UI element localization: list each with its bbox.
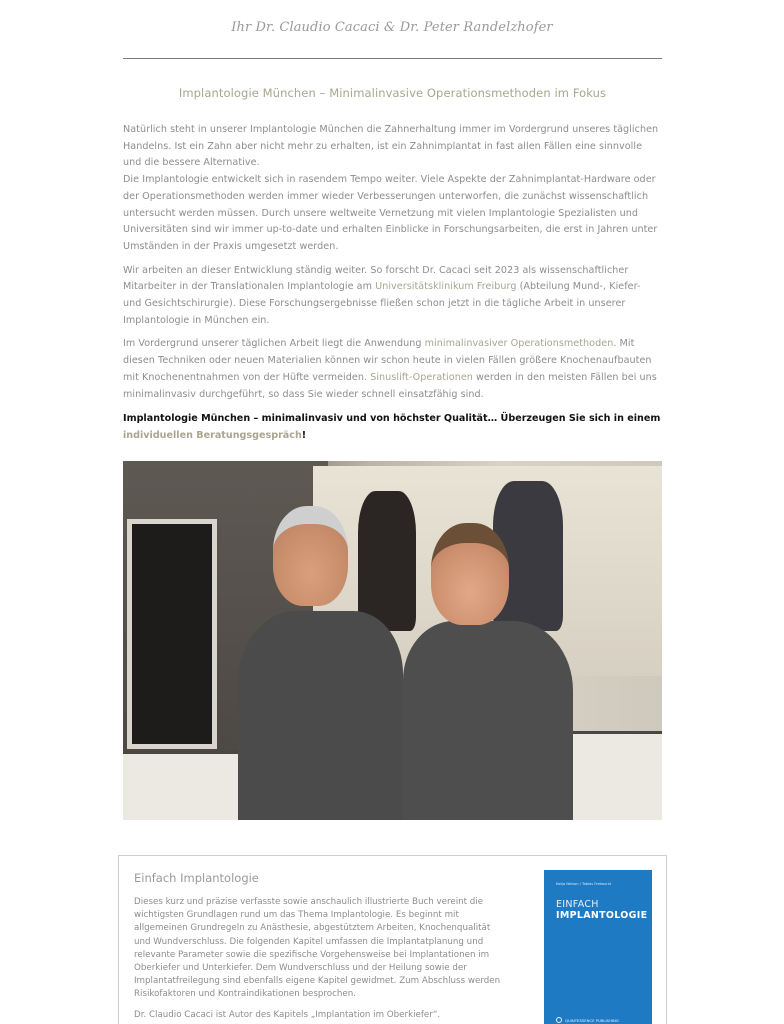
main-content bbox=[123, 86, 662, 444]
book-cover-title-line1: EINFACH bbox=[556, 899, 599, 910]
intro-text-a: Natürlich steht in unserer Implantologie München die Zahnerhaltung immer im Vordergrund unseres täglichen Handelns. Ist ein Zahn aber nicht mehr zu erhalten, ist ein Zahnimplantat in fast allen Fällen eine sinnvolle und die bessere Alternative. bbox=[123, 124, 659, 169]
book-cover-title-line2: IMPLANTOLOGIE bbox=[556, 910, 648, 921]
methods-paragraph bbox=[123, 336, 662, 403]
publisher-name: QUINTESSENCE PUBLISHING bbox=[565, 1017, 619, 1023]
methods-text-middle: . Mit diesen Techniken oder neuen Materialien können wir schon heute in vielen Fällen größere Knochenaufbauten mit Knochenentnahmen von der Hüfte vermeiden. bbox=[123, 338, 652, 383]
methods-text-end: werden in den meisten Fällen bei uns minimalinvasiv durchgeführt, so dass Sie wieder schnell einsatzfähig sind. bbox=[123, 371, 657, 400]
link-sinuslift[interactable]: Sinuslift-Operationen bbox=[370, 371, 473, 383]
photo-doctor-left-body bbox=[238, 611, 403, 820]
intro-text-b: Die Implantologie entwickelt sich in rasendem Tempo weiter. Viele Aspekte der Zahnimplantat-Hardware oder der Operationsmethoden werden immer wieder Verbesserungen unterworfen, die zunächst wissenschaftlich untersucht werden müssen. Durch unsere weltweite Vernetzung mit vielen Implantologie Spezialisten und Universitäten sind wir immer up-to-date und erhalten Einblicke in Forschungsarbeiten, die erst in Jahren unter Umständen in der Praxis umgesetzt werden. bbox=[123, 174, 658, 252]
cta-paragraph bbox=[123, 410, 662, 444]
intro-paragraph bbox=[123, 122, 662, 256]
book-cover-image[interactable] bbox=[544, 870, 652, 1024]
methods-text: Im Vordergrund unserer täglichen Arbeit liegt die Anwendung bbox=[123, 338, 425, 350]
book-cover-authors: Katja Nelson / Tobias Fretwurst bbox=[556, 882, 612, 886]
site-tagline: Ihr Dr. Claudio Cacaci & Dr. Peter Randelzhofer bbox=[231, 20, 553, 35]
link-universitaetsklinikum-freiburg[interactable]: Universitätsklinikum Freiburg bbox=[375, 281, 517, 293]
photo-counter-left bbox=[123, 751, 248, 820]
publisher-logo-icon bbox=[556, 1017, 562, 1023]
book-description-text: Dieses kurz und präzise verfasste sowie anschaulich illustrierte Buch vereint die wichtigsten Grundlagen rund um das Thema Implantologie. Es beginnt mit allgemeinen Grundregeln zu Anästhesie, abgestütztem Arbeiten, Knochenqualität und Wundverschluss. Die folgenden Kapitel umfassen die Implantatplanung und relevante Parameter sowie die spezifische Vorgehensweise bei Implantationen im Oberkiefer und Unterkiefer. Dem Wundverschluss und der Heilung sowie der Implantatfreilegung sind ebenfalls eigene Kapitel gewidmet. Zum Abschluss werden Risikofaktoren und Kontraindikationen besprochen. bbox=[134, 897, 501, 1000]
book-author-note: Dr. Claudio Cacaci ist Autor des Kapitels „Implantation im Oberkiefer“. bbox=[134, 1009, 441, 1020]
book-title: Einfach Implantologie bbox=[134, 871, 259, 885]
research-text: Wir arbeiten an dieser Entwicklung ständig weiter. So forscht Dr. Cacaci seit 2023 als wissenschaftlicher Mitarbeiter in der Translationalen Implantologie am bbox=[123, 264, 629, 293]
photo-doctor-right-body bbox=[403, 621, 573, 820]
photo-doctor-left-head bbox=[273, 506, 348, 606]
header-divider bbox=[123, 58, 662, 59]
link-minimalinvasive-methods[interactable]: minimalinvasiver Operationsmethoden bbox=[424, 338, 614, 350]
link-beratungsgespraech[interactable]: individuellen Beratungsgespräch bbox=[123, 430, 302, 442]
book-cover-publisher bbox=[556, 1017, 619, 1023]
photo-counter-right bbox=[563, 731, 662, 820]
book-card bbox=[118, 855, 667, 1024]
cta-text: Implantologie München – minimalinvasiv und von höchster Qualität… Überzeugen Sie sich in einem bbox=[123, 413, 661, 425]
photo-mural-person-left bbox=[358, 491, 416, 631]
book-description bbox=[134, 896, 504, 1024]
photo-door bbox=[127, 519, 217, 749]
photo-doctor-right-head bbox=[431, 523, 509, 625]
research-text-end: (Abteilung Mund-, Kiefer- und Gesichtschirurgie). Diese Forschungsergebnisse fließen schon jetzt in die tägliche Arbeit in unserer Implantologie in München ein. bbox=[123, 281, 641, 326]
doctors-photo bbox=[123, 461, 662, 820]
research-paragraph bbox=[123, 263, 662, 330]
page-title: Implantologie München – Minimalinvasive Operationsmethoden im Fokus bbox=[178, 86, 607, 100]
cta-text-end: ! bbox=[301, 430, 307, 442]
